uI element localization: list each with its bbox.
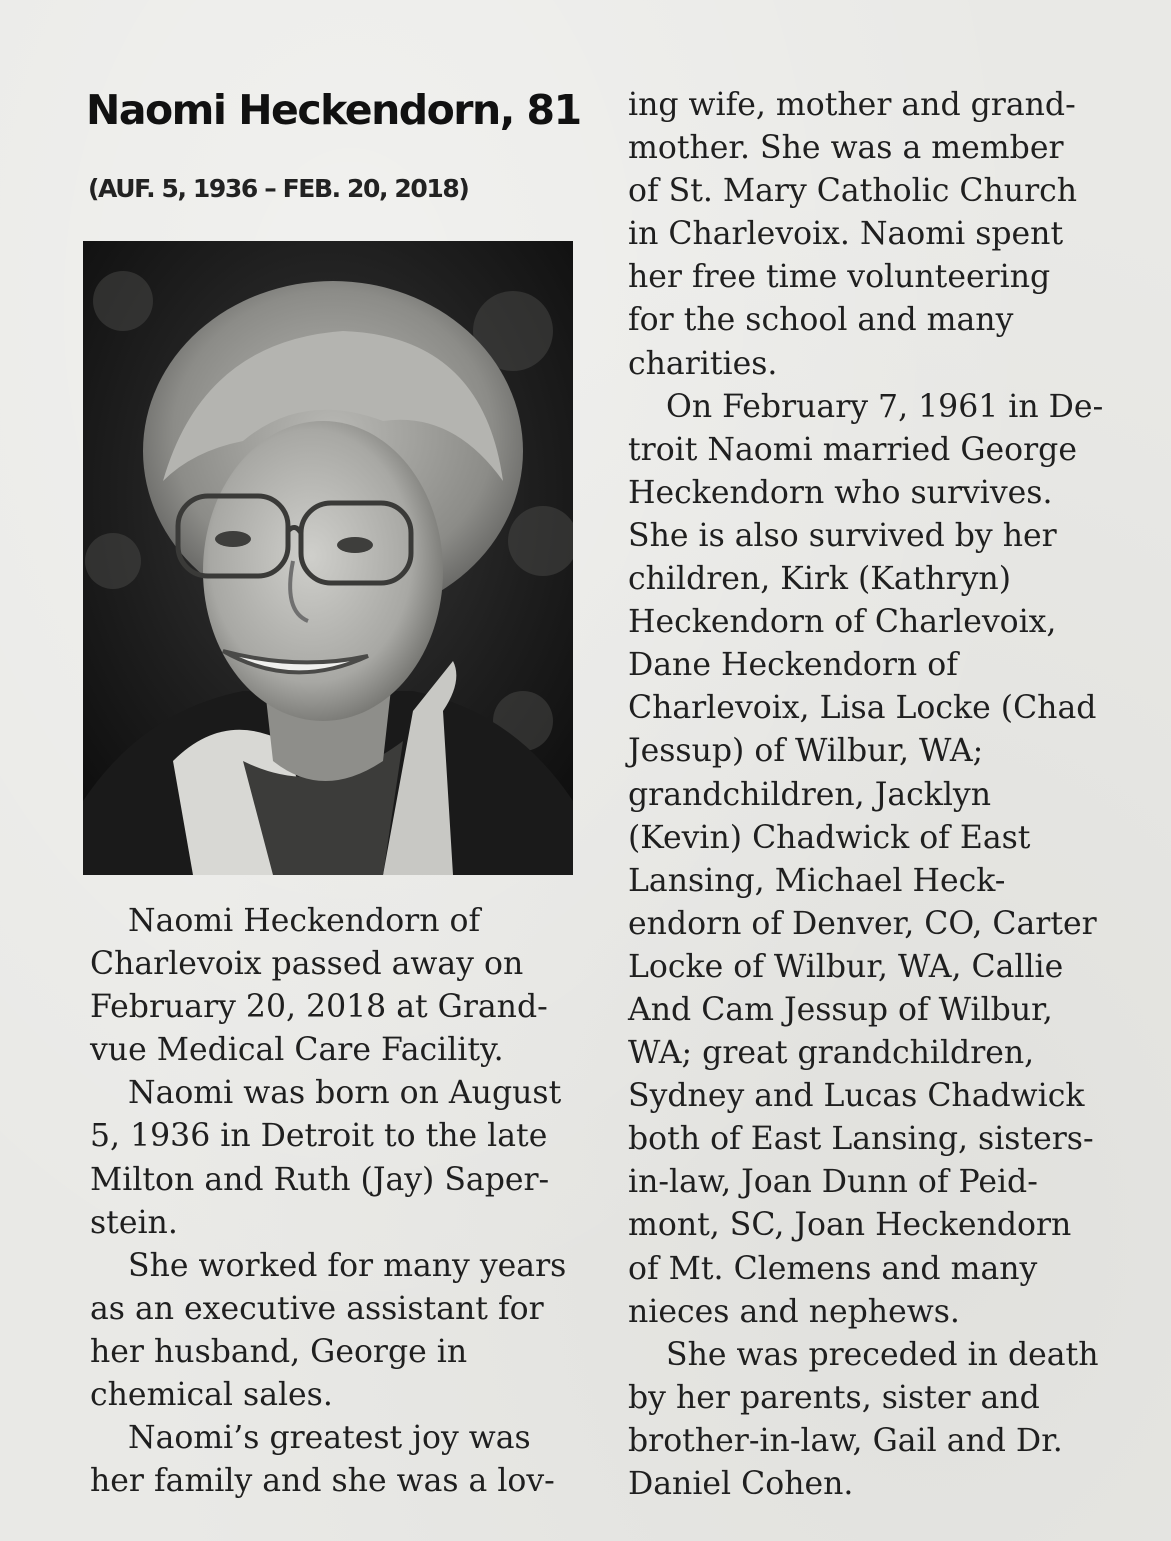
text-line: Sydney and Lucas Chadwick — [628, 1078, 1085, 1115]
text-line: And Cam Jessup of Wilbur, — [628, 991, 1053, 1028]
text-line: in-law, Joan Dunn of Peid- — [628, 1164, 1038, 1201]
text-line: ing wife, mother and grand- — [628, 87, 1076, 123]
text-line: Daniel Cohen. — [628, 1466, 854, 1502]
text-line: by her parents, sister and — [628, 1379, 1040, 1416]
text-line: stein. — [90, 1204, 178, 1241]
text-line: Heckendorn of Charlevoix, — [628, 604, 1057, 641]
paragraph-death-notice — [90, 900, 590, 1072]
text-line: 5, 1936 in Detroit to the late — [90, 1118, 548, 1155]
text-line: Locke of Wilbur, WA, Callie — [628, 948, 1064, 985]
text-line: WA; great grandchildren, — [628, 1035, 1035, 1072]
text-line: She was preceded in death — [666, 1336, 1099, 1373]
text-line: grandchildren, Jacklyn — [628, 776, 992, 813]
text-line: her husband, George in — [90, 1333, 468, 1370]
text-line: of St. Mary Catholic Church — [628, 173, 1078, 210]
text-line: her free time volunteering — [628, 259, 1051, 296]
paragraph-family-joy-continued — [628, 84, 1148, 386]
text-line: her family and she was a lov- — [90, 1463, 555, 1500]
text-line: children, Kirk (Kathryn) — [628, 561, 1011, 598]
text-line: Milton and Ruth (Jay) Saper- — [90, 1161, 550, 1198]
text-line: vue Medical Care Facility. — [90, 1032, 504, 1069]
text-line: Heckendorn who survives. — [628, 474, 1053, 511]
obituary-dates: (AUF. 5, 1936 – FEB. 20, 2018) — [88, 174, 469, 203]
paragraph-family-joy — [90, 1417, 590, 1503]
text-line: On February 7, 1961 in De- — [666, 388, 1104, 425]
text-line: endorn of Denver, CO, Carter — [628, 905, 1097, 942]
text-line: (Kevin) Chadwick of East — [628, 819, 1031, 856]
text-line: She is also survived by her — [628, 517, 1057, 554]
text-line: Naomi was born on August — [128, 1075, 562, 1112]
obituary-headline: Naomi Heckendorn, 81 — [86, 86, 581, 134]
paragraph-career — [90, 1245, 590, 1417]
text-line: Charlevoix passed away on — [90, 946, 524, 983]
text-line: Jessup) of Wilbur, WA; — [628, 733, 984, 770]
obituary-right-column — [628, 84, 1148, 1506]
text-line: mont, SC, Joan Heckendorn — [628, 1207, 1072, 1244]
text-line: Dane Heckendorn of — [628, 647, 958, 684]
text-line: charities. — [628, 345, 778, 382]
paragraph-birth — [90, 1072, 590, 1244]
text-line: Lansing, Michael Heck- — [628, 862, 1006, 899]
portrait-illustration — [83, 241, 573, 875]
text-line: troit Naomi married George — [628, 431, 1077, 468]
paragraph-survivors — [628, 386, 1148, 1334]
text-line: brother-in-law, Gail and Dr. — [628, 1422, 1063, 1459]
portrait-photo — [83, 241, 573, 875]
text-line: Naomi Heckendorn of — [128, 903, 481, 939]
text-line: of Mt. Clemens and many — [628, 1250, 1038, 1287]
paragraph-preceded-in-death — [628, 1334, 1148, 1506]
obituary-left-column — [90, 900, 590, 1503]
text-line: both of East Lansing, sisters- — [628, 1121, 1094, 1158]
text-line: nieces and nephews. — [628, 1293, 960, 1330]
text-line: mother. She was a member — [628, 130, 1064, 167]
text-line: chemical sales. — [90, 1377, 333, 1414]
text-line: Naomi’s greatest joy was — [128, 1420, 531, 1457]
text-line: Charlevoix, Lisa Locke (Chad — [628, 690, 1097, 727]
text-line: for the school and many — [628, 302, 1014, 339]
text-line: as an executive assistant for — [90, 1290, 544, 1327]
text-line: She worked for many years — [128, 1247, 567, 1284]
text-line: in Charlevoix. Naomi spent — [628, 216, 1064, 253]
text-line: February 20, 2018 at Grand- — [90, 989, 548, 1026]
